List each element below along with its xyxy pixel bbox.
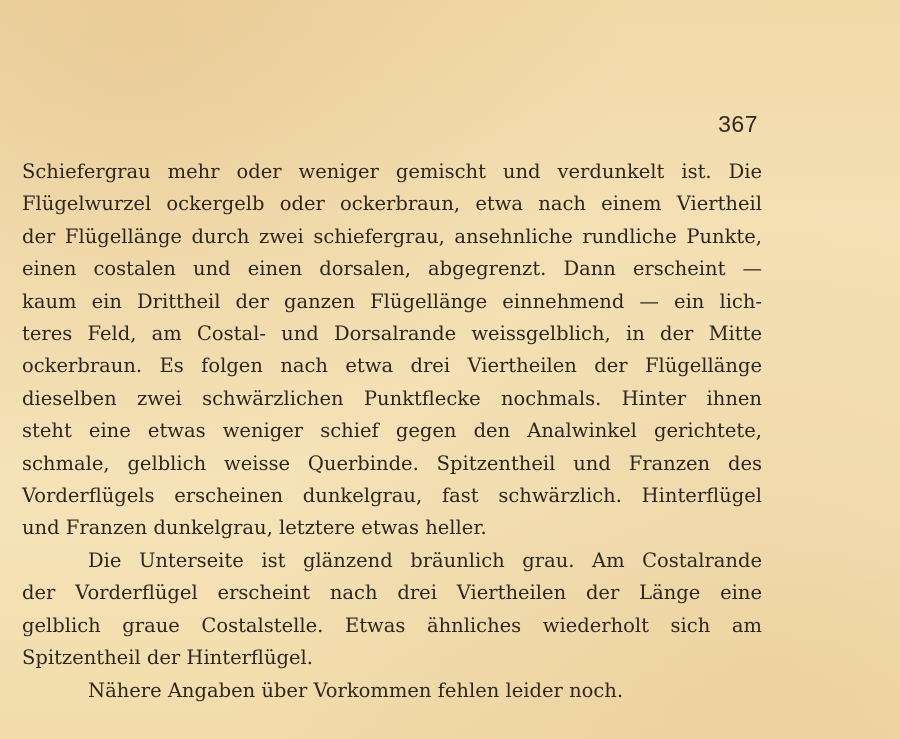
text-line: Nähere Angaben über Vorkommen fehlen leider noch.: [88, 678, 624, 702]
text-line: Die Unterseite ist glänzend bräunlich grau. Am Costalrande: [88, 548, 762, 572]
text-line: Spitzentheil der Hinterflügel.: [22, 646, 313, 670]
page-number: 367: [718, 111, 758, 137]
text-line: Flügelwurzel ockergelb oder ockerbraun, etwa nach einem Viertheil: [22, 192, 762, 216]
text-line: Schiefergrau mehr oder weniger gemischt und verdunkelt ist. Die: [22, 160, 762, 183]
paragraph-1: [22, 156, 762, 545]
paragraph-2: [22, 545, 762, 675]
text-line: und Franzen dunkelgrau, letztere etwas heller.: [22, 516, 487, 540]
text-line: steht eine etwas weniger schief gegen den Analwinkel gerichtete,: [22, 419, 762, 443]
text-line: ockerbraun. Es folgen nach etwa drei Viertheilen der Flügellänge: [22, 354, 762, 378]
text-line: dieselben zwei schwärzlichen Punktflecke nochmals. Hinter ihnen: [22, 386, 762, 410]
text-line: Vorderflügels erscheinen dunkelgrau, fast schwärzlich. Hinterflügel: [22, 484, 762, 508]
text-line: einen costalen und einen dorsalen, abgegrenzt. Dann erscheint —: [22, 257, 762, 281]
text-line: gelblich graue Costalstelle. Etwas ähnliches wiederholt sich am: [22, 613, 762, 637]
text-line: der Flügellänge durch zwei schiefergrau, ansehnliche rundliche Punkte,: [22, 224, 762, 248]
text-line: schmale, gelblich weisse Querbinde. Spitzentheil und Franzen des: [22, 451, 762, 475]
text-line: der Vorderflügel erscheint nach drei Viertheilen der Länge eine: [22, 581, 762, 605]
text-line: kaum ein Drittheil der ganzen Flügellänge einnehmend — ein lich-: [22, 289, 762, 313]
text-line: teres Feld, am Costal- und Dorsalrande weissgelblich, in der Mitte: [22, 322, 762, 346]
body-text: [22, 156, 762, 707]
paragraph-3: [22, 675, 762, 707]
